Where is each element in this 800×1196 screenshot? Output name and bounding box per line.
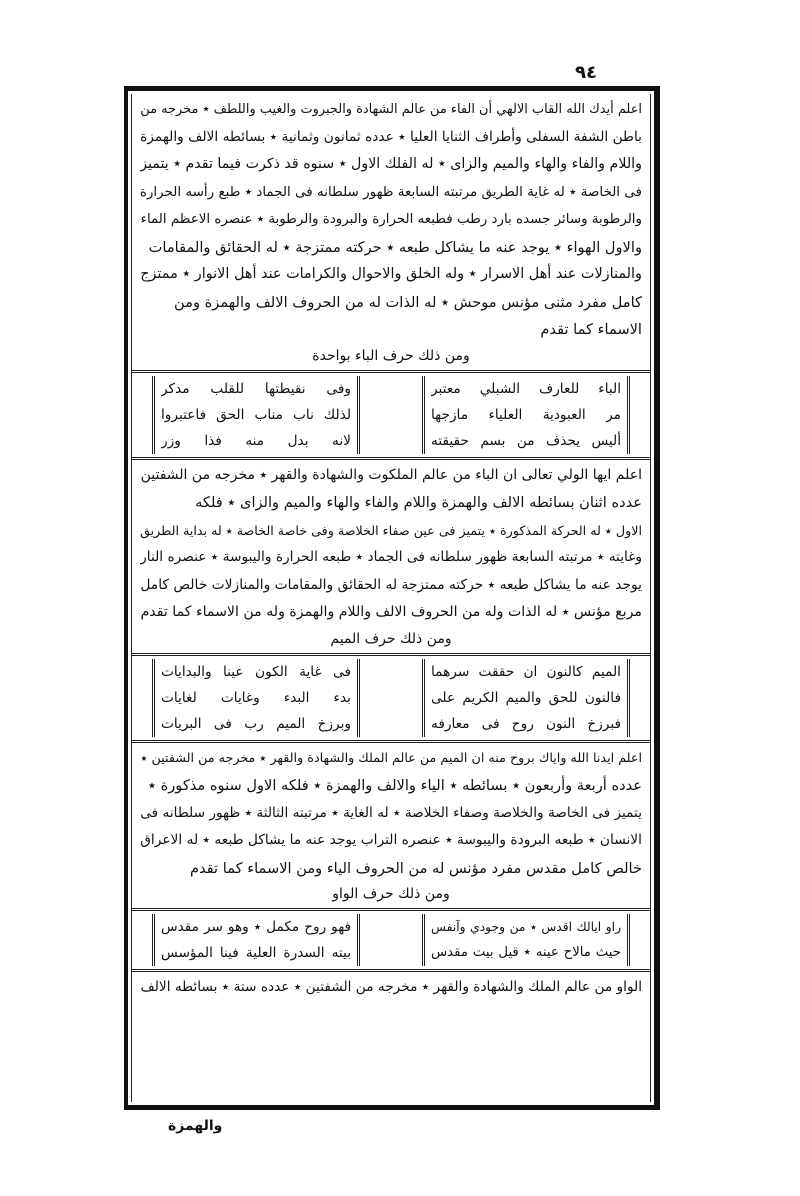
verse-hemistich: فالنون للحق والميم الكريم على	[431, 689, 621, 706]
verse-hemistich: لذلك ناب مناب الحق فاعتبروا	[161, 406, 351, 423]
text-line: الانسان ٭ طبعه البرودة واليبوسة ٭ عنصره التراب يوجد عنه ما يشاكل طبعه ٭ له الاعراق	[140, 832, 642, 848]
verse-hemistich: فبرزخ النون روح فى معارفه	[431, 715, 621, 732]
poem-left-column	[152, 659, 360, 737]
text-line: فى الخاصة ٭ له غاية الطريق مرتبته السابعة ظهور سلطانه فى الجماد ٭ طبع رأسه الحرارة	[140, 183, 642, 200]
poem-baa	[132, 370, 650, 460]
text-line: مربع مؤنس ٭ له الذات وله من الحروف الالف واللام والهمزة وله من الاسماء كما تقدم	[140, 604, 642, 620]
poem-right-column	[422, 914, 630, 966]
text-line: كامل مفرد مثنى مؤنس موحش ٭ له الذات له من الحروف الالف والهمزة ومن	[174, 293, 642, 311]
text-line: والاول الهواء ٭ يوجد عنه ما يشاكل طبعه ٭ حركته ممتزجة ٭ له الحقائق والمقامات	[148, 238, 642, 256]
section-heading-meem: ومن ذلك حرف الميم	[330, 630, 452, 647]
text-line: واللام والفاء والهاء والميم والزاى ٭ له الفلك الاول ٭ سنوه قد ذكرت فيما تقدم ٭ يتميز	[140, 156, 642, 172]
verse-hemistich: حيث مالاح عينه ٭ قيل بيت مقدس	[431, 945, 621, 960]
verse-hemistich: أليس يحذف من بسم حقيقته	[431, 432, 621, 449]
text-line: يتميز فى الخاصة والخلاصة وصفاء الخلاصة ٭ له الغاية ٭ مرتبته الثالثة ٭ ظهور سلطانه فى	[140, 804, 642, 821]
section-waw-prose	[132, 972, 650, 1002]
verse-hemistich: وبرزخ الميم رب فى البريات	[161, 715, 351, 732]
verse-hemistich: مر العبودية العلياء مازجها	[431, 406, 621, 423]
section-baa-prose	[132, 460, 650, 627]
verse-hemistich: الميم كالنون ان حققت سرهما	[431, 663, 621, 680]
text-line: اعلم ايها الولي تعالى ان الباء من عالم الملكوت والشهادة والقهر ٭ مخرجه من الشفتين	[140, 466, 642, 483]
verse-hemistich: وفى نقيطتها للقلب مدكر	[161, 380, 351, 397]
verse-hemistich: فى غاية الكون عينا والبدايات	[161, 663, 351, 680]
text-line: عدده أربعة وأربعون ٭ بسائطه ٭ الياء والالف والهمزة ٭ فلكه الاول سنوه مذكورة ٭	[148, 777, 642, 794]
page-frame-inner	[131, 94, 651, 1102]
section-heading-baa: ومن ذلك حرف الباء بواحدة	[312, 347, 470, 364]
section-faa-prose	[132, 94, 650, 344]
section-heading-waw: ومن ذلك حرف الواو	[332, 886, 450, 902]
text-line: وغايته ٭ مرتبته السابعة ظهور سلطانه فى الجماد ٭ طبعه الحرارة واليبوسة ٭ عنصره النار	[140, 549, 642, 565]
page-number: ٩٤	[575, 62, 597, 83]
text-line: اعلم ايدنا الله واياك بروح منه ان الميم من عالم الملك والشهادة والقهر ٭ مخرجه من الشفتين ٭	[140, 750, 642, 766]
poem-waw	[132, 908, 650, 972]
verse-hemistich: بيته السدرة العلية فينا المؤسس	[161, 945, 351, 961]
verse-hemistich: بدء البدء وغايات لغايات	[161, 689, 351, 706]
verse-hemistich: لانه بدل منه فذا وزر	[161, 432, 351, 449]
text-line: الواو من عالم الملك والشهادة والقهر ٭ مخرجه من الشفتين ٭ عدده ستة ٭ بسائطه الالف	[140, 979, 642, 995]
verse-hemistich: فهو روح مكمل ٭ وهو سر مقدس	[161, 919, 351, 935]
text-line: باطن الشفة السفلى وأطراف الثنايا العليا ٭ عدده ثمانون وثمانية ٭ بسائطه الالف والهمزة	[140, 128, 642, 145]
poem-right-column	[422, 376, 630, 454]
poem-left-column	[152, 376, 360, 454]
catchword: والهمزة	[168, 1118, 223, 1134]
page-frame	[124, 86, 660, 1110]
text-line: عدده اثنان بسائطه الالف والهمزة واللام والفاء والهاء والميم والزاى ٭ فلكه	[195, 494, 642, 511]
text-line: والمنازلات عند أهل الاسرار ٭ وله الخلق والاحوال والكرامات عند أهل الانوار ٭ ممتزج	[140, 266, 642, 282]
poem-left-column	[152, 914, 360, 966]
text-line: الاول ٭ له الحركة المذكورة ٭ يتميز فى عين صفاء الخلاصة وفى خاصة الخاصة ٭ له بداية الطريق	[140, 522, 642, 538]
text-line: يوجد عنه ما يشاكل طبعه ٭ حركته ممتزجة له الحقائق والمقامات والمنازلات خالص كامل	[140, 576, 642, 593]
poem-meem	[132, 653, 650, 743]
text-line: اعلم أيدك الله القاب الالهي أن الفاء من عالم الشهادة والجبروت والغيب واللطف ٭ مخرجه من	[140, 102, 642, 117]
poem-right-column	[422, 659, 630, 737]
section-meem-prose	[132, 743, 650, 883]
verse-hemistich: راو ايالك اقدس ٭ من وجودي وآنفس	[431, 920, 621, 934]
text-line: الاسماء كما تقدم	[540, 321, 642, 338]
verse-hemistich: الباء للعارف الشبلي معتبر	[431, 380, 621, 397]
text-line: والرطوبة وسائر جسده بارد رطب فطبعه الحرارة والبرودة والرطوبة ٭ عنصره الاعظم الماء	[140, 212, 642, 227]
text-line: خالص كامل مقدس مفرد مؤنس له من الحروف الياء ومن الاسماء كما تقدم	[189, 859, 642, 877]
